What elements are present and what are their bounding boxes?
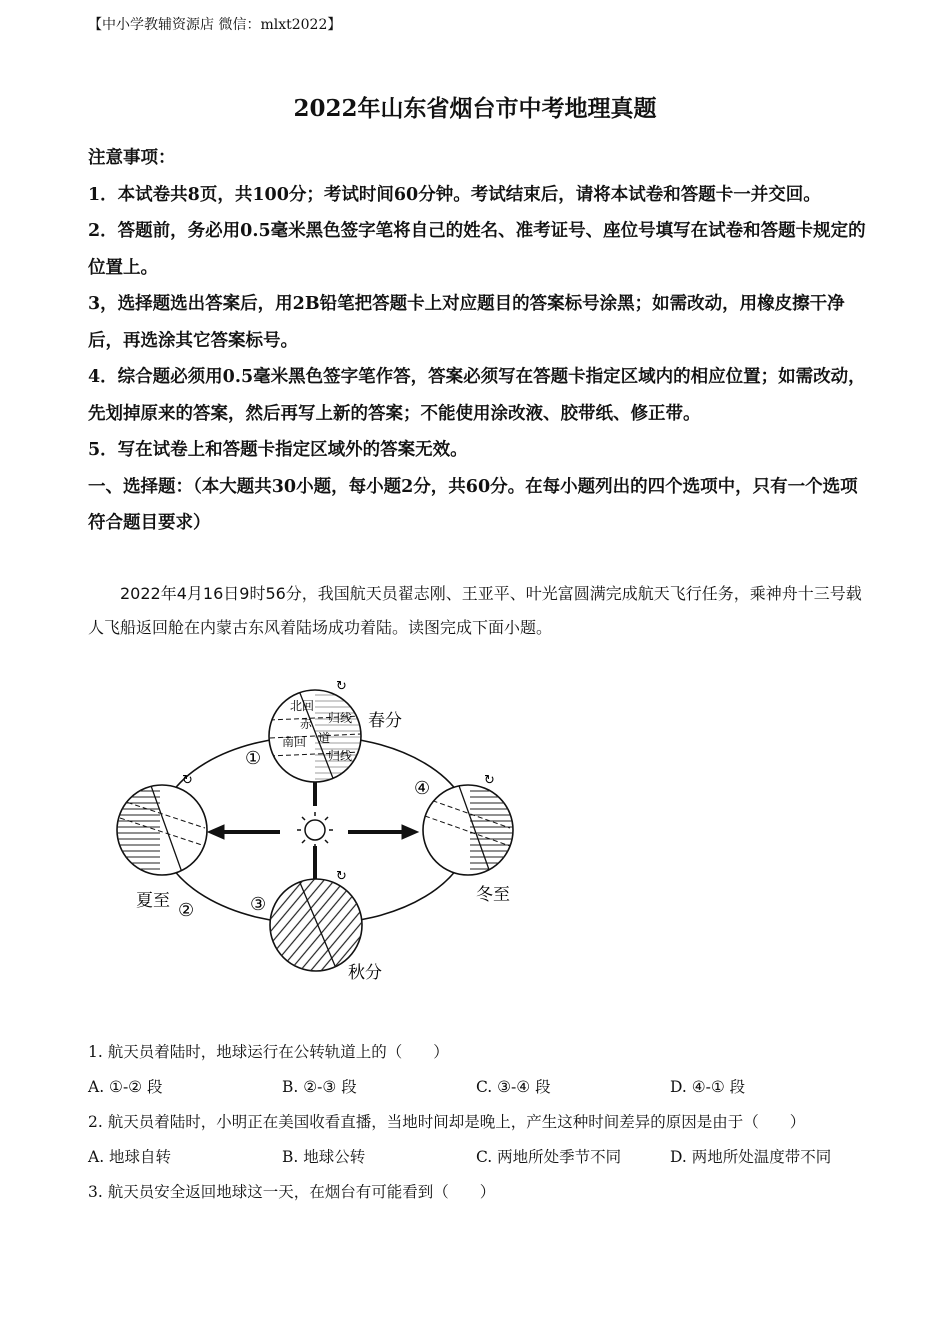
option-c: C. 两地所处季节不同 <box>476 1148 622 1166</box>
globe-spring <box>269 679 365 788</box>
tropic-label: 北回 <box>290 699 315 713</box>
question-2-stem: 2. 航天员着陆时，小明正在美国收看直播，当地时间却是晚上，产生这种时间差异的原因是由于（ ） <box>88 1113 806 1131</box>
orbit-segment-3: ③ <box>250 894 267 915</box>
option-c: C. ③-④ 段 <box>476 1078 551 1096</box>
option-b: B. ②-③ 段 <box>282 1078 357 1096</box>
equator-label: 赤 <box>300 717 313 731</box>
instructions-heading: 注意事项： <box>88 148 176 168</box>
option-d: D. ④-① 段 <box>670 1078 746 1096</box>
tropic-label: 南回 <box>282 735 307 749</box>
page-title: 2022年山东省烟台市中考地理真题 <box>293 95 657 122</box>
question-3-stem: 3. 航天员安全返回地球这一天，在烟台有可能看到（ ） <box>88 1183 496 1201</box>
globe-winter <box>423 773 515 878</box>
intro-text: 2022年4月16日9时56分，我国航天员翟志刚、王亚平、叶光富圆满完成航天飞行任务，乘神舟十三号载人飞船返回舱在内蒙古东风着陆场成功着陆。读图完成下面小题。 <box>88 584 862 637</box>
instruction-item: 4．综合题必须用0.5毫米黑色签字笔作答，答案必须写在答题卡指定区域内的相应位置；如需改动，先划掉原来的答案，然后再写上新的答案；不能使用涂改液、胶带纸、修正带。 <box>88 367 866 424</box>
instruction-item: 2．答题前，务必用0.5毫米黑色签字笔将自己的姓名、准考证号、座位号填写在试卷和答题卡规定的位置上。 <box>88 221 866 278</box>
option-a: A. 地球自转 <box>88 1148 172 1166</box>
sun-icon <box>297 812 333 848</box>
instruction-item: 1．本试卷共8页，共100分；考试时间60分钟。考试结束后，请将本试卷和答题卡一并交回。 <box>88 184 821 205</box>
header-note: 【中小学教辅资源店 微信：mlxt2022】 <box>88 17 342 33</box>
svg-text:↻: ↻ <box>182 773 193 788</box>
option-d: D. 两地所处温度带不同 <box>670 1148 832 1166</box>
question-1-stem: 1. 航天员着陆时，地球运行在公转轨道上的（ ） <box>88 1043 449 1061</box>
option-b: B. 地球公转 <box>282 1148 366 1166</box>
label-winter: 冬至 <box>476 885 510 905</box>
instructions <box>88 140 868 542</box>
arrow-left <box>208 825 280 839</box>
arrow-right <box>348 825 418 839</box>
svg-text:↻: ↻ <box>336 869 347 884</box>
equator-label: 道 <box>318 731 331 745</box>
tropic-label: 归线 <box>328 711 353 725</box>
section-heading: 一、选择题：（本大题共30小题，每小题2分，共60分。在每小题列出的四个选项中，只有一个选项符合题目要求） <box>88 476 858 533</box>
label-summer: 夏至 <box>136 891 170 911</box>
globe-summer <box>115 773 207 878</box>
instruction-item: 5．写在试卷上和答题卡指定区域外的答案无效。 <box>88 440 468 460</box>
instruction-item: 3，选择题选出答案后，用2B铅笔把答题卡上对应题目的答案标号涂黑；如需改动，用橡皮擦干净后，再选涂其它答案标号。 <box>88 294 845 351</box>
svg-text:↻: ↻ <box>336 679 347 694</box>
svg-text:↻: ↻ <box>484 773 495 788</box>
label-spring: 春分 <box>368 711 402 731</box>
tropic-label: 归线 <box>328 749 353 763</box>
orbit-segment-1: ① <box>245 748 262 769</box>
earth-revolution-diagram <box>100 668 540 998</box>
globe-autumn <box>265 869 367 975</box>
option-a: A. ①-② 段 <box>88 1078 163 1096</box>
question-intro <box>88 577 868 645</box>
label-autumn: 秋分 <box>348 963 382 983</box>
orbit-segment-2: ② <box>178 900 195 921</box>
orbit-segment-4: ④ <box>414 778 431 799</box>
